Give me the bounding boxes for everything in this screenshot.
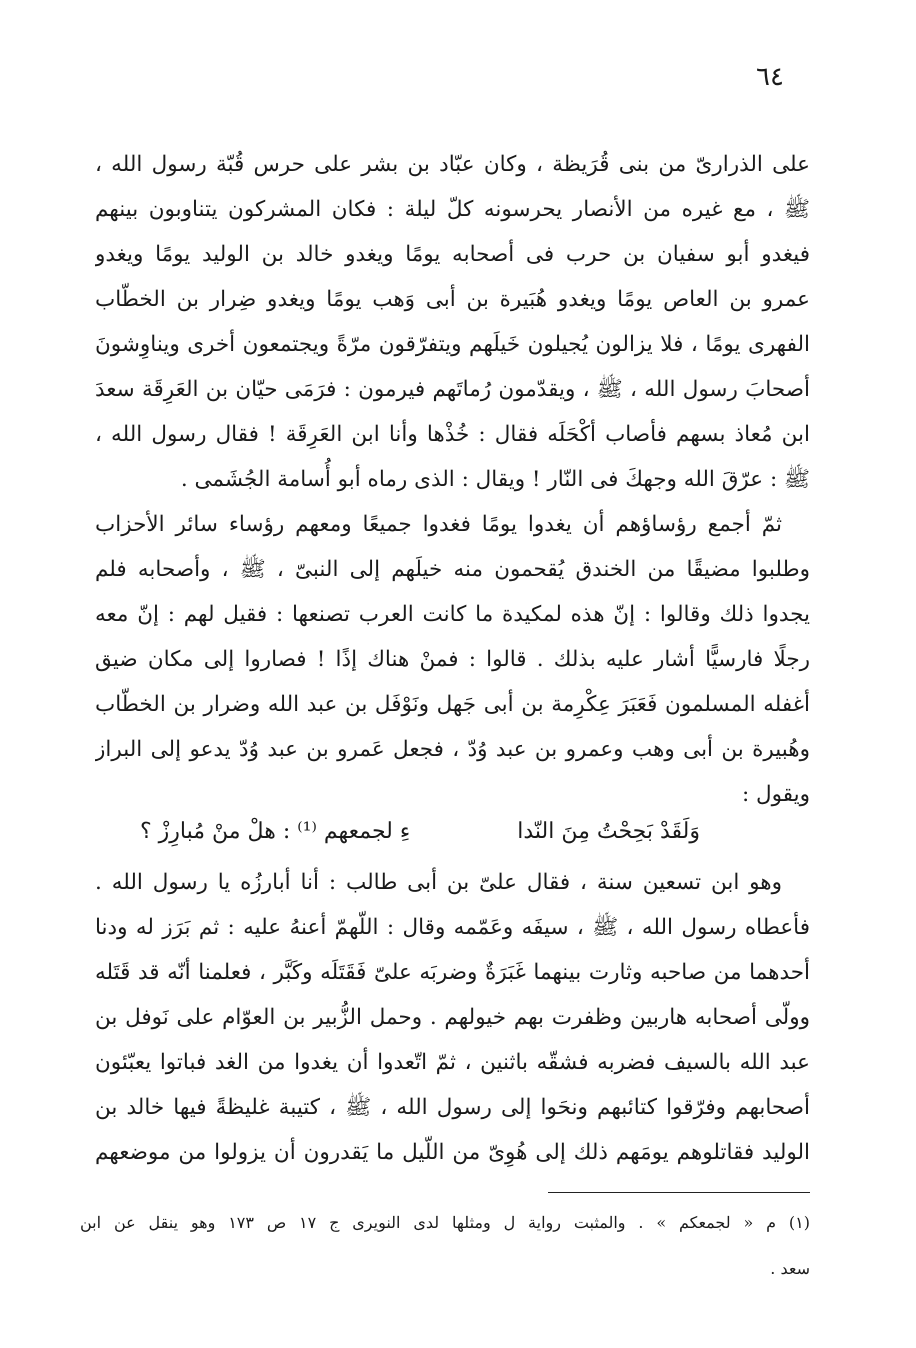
text-line: يجدوا ذلك وقالوا : إنّ هذه لمكيدة ما كانت العرب تصنعها : فقيل لهم : إنّ معه	[95, 602, 810, 627]
text-line: وهُبيرة بن أبى وهب وعمرو بن عبد وُدّ ، فجعل عَمرو بن عبد وُدّ يدعو إلى البراز	[95, 737, 810, 762]
text-line: رجلًا فارسيًّا أشار عليه بذلك . قالوا : فمنْ هناك إذًا ! فصاروا إلى مكان ضيق	[95, 647, 810, 672]
text-line: الفهرى يومًا ، فلا يزالون يُجيلون خَيلَهم ويتفرّقون مرّةً ويجتمعون أخرى ويناوِشونَ	[95, 332, 810, 357]
text-line: أغفله المسلمون فَعَبَرَ عِكْرِمة بن أبى جَهل ونَوْفَل بن عبد الله وضرار بن الخطّاب	[95, 692, 810, 717]
text-line: عبد الله بالسيف فضربه فشقّه باثنين ، ثمّ اتّعدوا أن يغدوا من الغد فباتوا يعبّئون	[95, 1050, 810, 1075]
text-line: فيغدو أبو سفيان بن حرب فى أصحابه يومًا ويغدو خالد بن الوليد يومًا ويغدو	[95, 242, 810, 267]
page-number: ٦٤	[756, 62, 784, 92]
text-line: ثمّ أجمع رؤساؤهم أن يغدوا يومًا فغدوا جميعًا ومعهم رؤساء سائر الأحزاب	[95, 512, 782, 537]
text-line: ابن مُعاذ بسهم فأصاب أكْحَلَه فقال : خُذْها وأنا ابن العَرِقَة ! فقال رسول الله ،	[95, 422, 810, 447]
text-line: أحدهما من صاحبه وثارت بينهما غَبَرَةٌ وضربَه علىّ فَقَتَلَه وكَبَّر ، فعلمنا أنّه قد قَتَله	[95, 960, 810, 985]
text-line: على الذرارىّ من بنى قُرَيظة ، وكان عبّاد بن بشر على حرس قُبّة رسول الله ،	[95, 152, 810, 177]
text-line: ويقول :	[741, 782, 810, 807]
verse-first-hemistich: وَلَقَدْ بَحِحْتُ مِنَ النّدا	[517, 819, 700, 844]
text-line: الوليد فقاتلوهم يومَهم ذلك إلى هُوِىّ من اللّيل ما يَقدرون أن يزولوا من موضعهم	[95, 1140, 810, 1165]
text-line: وولّى أصحابه هاربين وظفرت بهم خيولهم . وحمل الزُّبير بن العوّام على نَوفل بن	[95, 1005, 810, 1030]
text-line: عمرو بن العاص يومًا ويغدو هُبَيرة بن أبى وَهب يومًا ويغدو ضِرار بن الخطّاب	[95, 287, 810, 312]
text-line: وطلبوا مضيقًا من الخندق يُقحمون منه خيلَهم إلى النبىّ ، ﷺ ، وأصحابه فلم	[95, 557, 810, 582]
main-text-block-1	[95, 142, 810, 817]
poetry-verse	[140, 812, 700, 852]
text-line: فأعطاه رسول الله ، ﷺ ، سيفَه وعَمّمه وقال : اللّهمّ أعنهُ عليه : ثم بَرَز له ودنا	[95, 915, 810, 940]
main-text-block-2	[95, 860, 810, 1175]
footnote-line: (١) م « لجمعكم » . والمثبت رواية ل ومثلها لدى النويرى ج ١٧ ص ١٧٣ وهو ينقل عن ابن	[80, 1213, 811, 1232]
footnote-line: سعد .	[770, 1259, 810, 1278]
text-line: أصحابهم وفرّقوا كتائبهم ونحَوا إلى رسول الله ، ﷺ ، كتيبة غليظةً فيها خالد بن	[95, 1095, 810, 1120]
text-line: ﷺ ، مع غيره من الأنصار يحرسونه كلّ ليلة : فكان المشركون يتناوبون بينهم	[95, 197, 810, 222]
footnote	[80, 1200, 810, 1292]
text-line: وهو ابن تسعين سنة ، فقال علىّ بن أبى طالب : أنا أبارزُه يا رسول الله .	[95, 870, 782, 895]
verse-second-hemistich: ءِ لجمعهم ⁽¹⁾ : هلْ منْ مُبارِزْ ؟	[140, 819, 411, 844]
footnote-divider	[548, 1192, 810, 1193]
text-line: أصحابَ رسول الله ، ﷺ ، ويقدّمون رُماتَهم فيرمون : فرَمَى حيّان بن العَرِقَة سعدَ	[95, 377, 810, 402]
text-line: ﷺ : عرّقَ الله وجهكَ فى النّار ! ويقال : الذى رماه أبو أُسامة الجُشَمى .	[180, 467, 810, 492]
